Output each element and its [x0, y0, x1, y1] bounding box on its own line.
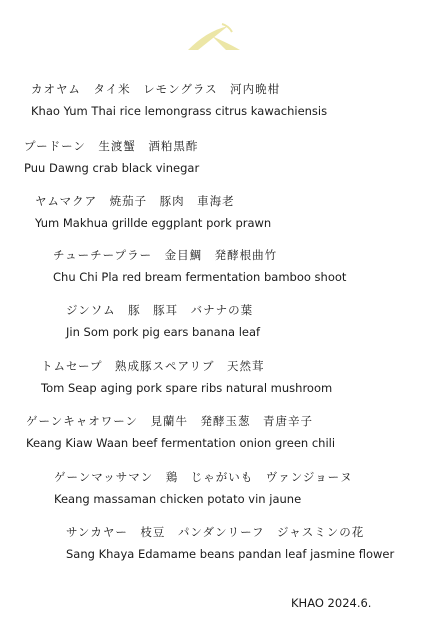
course-name-jp: プードーン 生渡蟹 酒粕黒酢	[24, 139, 199, 153]
course-2	[24, 138, 199, 176]
course-name-en: Keang Kiaw Waan beef fermentation onion green chili	[26, 436, 336, 450]
course-8	[54, 469, 353, 507]
course-name-en: Puu Dawng crab black vinegar	[24, 161, 200, 175]
course-name-jp: チューチープラー 金目鯛 発酵根曲竹	[53, 248, 278, 262]
course-name-en: Jin Som pork pig ears banana leaf	[66, 325, 261, 339]
course-name-en: Keang massaman chicken potato vin jaune	[54, 492, 302, 506]
course-9	[66, 524, 394, 562]
course-name-jp: ゲーンキャオワーン 見蘭牛 発酵玉葱 青唐辛子	[26, 414, 314, 428]
course-7	[26, 413, 335, 451]
course-name-en: Sang Khaya Edamame beans pandan leaf jasmine flower	[66, 547, 395, 561]
course-name-jp: サンカヤー 枝豆 パンダンリーフ ジャスミンの花	[66, 525, 365, 539]
course-5	[66, 302, 260, 340]
menu-date-footer: KHAO 2024.6.	[291, 596, 372, 610]
course-name-en: Chu Chi Pla red bream fermentation bamboo shoot	[53, 270, 347, 284]
course-name-jp: ヤムマクア 焼茄子 豚肉 車海老	[35, 194, 235, 208]
course-name-en: Yum Makhua grillde eggplant pork prawn	[35, 216, 272, 230]
course-3	[35, 193, 271, 231]
course-name-jp: ジンソム 豚 豚耳 バナナの葉	[66, 303, 254, 317]
course-name-en: Tom Seap aging pork spare ribs natural mushroom	[41, 381, 333, 395]
course-name-jp: カオヤム タイ米 レモングラス 河内晩柑	[31, 82, 281, 96]
course-4	[53, 247, 346, 285]
course-name-jp: トムセープ 熟成豚スペアリブ 天然茸	[41, 359, 265, 373]
course-1	[31, 81, 327, 119]
course-name-en: Khao Yum Thai rice lemongrass citrus kawachiensis	[31, 104, 328, 118]
khao-logo-icon	[186, 22, 242, 52]
course-6	[41, 358, 332, 396]
course-name-jp: ゲーンマッサマン 鶏 じゃがいも ヴァンジョーヌ	[54, 470, 353, 484]
